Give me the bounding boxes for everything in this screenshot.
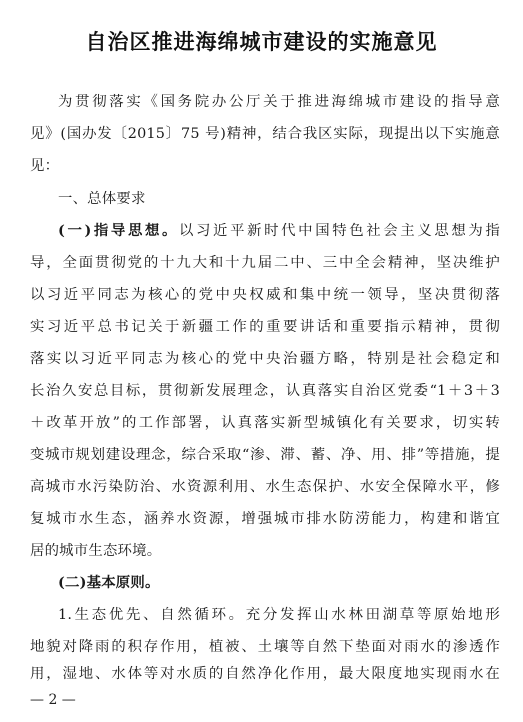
guiding-line: ＋改革开放”的工作部署，认真落实新型城镇化有关要求，切实转 — [30, 415, 500, 431]
page-number: — 2 — — [30, 692, 76, 708]
guiding-line: 变城市规划建设理念，综合采取“渗、滞、蓄、净、用、排”等措施，提 — [30, 447, 500, 463]
guiding-line: 居的城市生态环境。 — [30, 543, 162, 559]
principle-line: 地貌对降雨的积存作用，植被、土壤等自然下垫面对雨水的渗透作 — [30, 639, 500, 655]
guiding-line: 复城市水生态，涵养水资源，增强城市排水防涝能力，构建和谐宜 — [30, 511, 500, 527]
guiding-first-text: 以习近平新时代中国特色社会主义思想为指 — [179, 223, 500, 239]
document-title: 自治区推进海绵城市建设的实施意见 — [85, 30, 438, 54]
guiding-line: 高城市水污染防治、水资源利用、水生态保护、水安全保障水平，修 — [30, 479, 500, 495]
guiding-paragraph-first-line — [58, 221, 500, 241]
principles-heading: (二)基本原则。 — [58, 574, 160, 591]
guiding-line: 落实以习近平同志为核心的党中央治疆方略，特别是社会稳定和 — [30, 351, 500, 367]
guiding-line: 实习近平总书记关于新疆工作的重要讲话和重要指示精神，贯彻 — [30, 319, 500, 335]
guiding-label: (一)指导思想。 — [58, 222, 180, 239]
intro-line: 为贯彻落实《国务院办公厅关于推进海绵城市建设的指导意 — [58, 94, 500, 110]
principle-line: 1.生态优先、自然循环。充分发挥山水林田湖草等原始地形 — [58, 607, 500, 623]
guiding-line: 长治久安总目标，贯彻新发展理念，认真落实自治区党委“1＋3＋3 — [30, 383, 500, 399]
intro-line: 见： — [30, 158, 60, 174]
guiding-line: 以习近平同志为核心的党中央权威和集中统一领导，坚决贯彻落 — [30, 287, 500, 303]
guiding-line: 导，全面贯彻党的十九大和十九届二中、三中全会精神，坚决维护 — [30, 255, 500, 271]
intro-line: 见》(国办发〔2015〕75 号)精神，结合我区实际，现提出以下实施意 — [30, 126, 500, 142]
principle-line: 用，湿地、水体等对水质的自然净化作用，最大限度地实现雨水在 — [30, 666, 500, 682]
section-heading: 一、总体要求 — [58, 191, 146, 207]
